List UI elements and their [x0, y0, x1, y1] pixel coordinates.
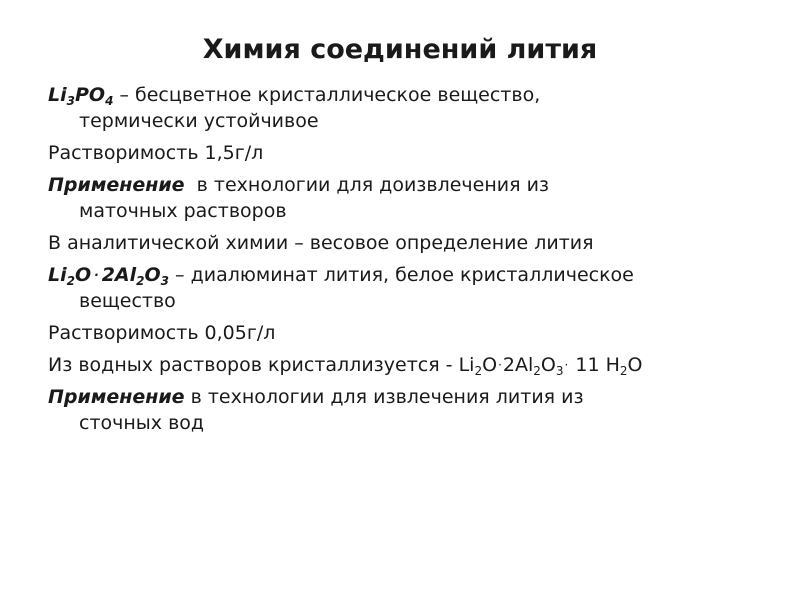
application-2-text-cont: сточных вод: [79, 412, 205, 434]
application-1-text-cont: маточных растворов: [79, 200, 287, 222]
li3po4-description-cont: термически устойчивое: [79, 110, 319, 132]
formula-dot: ·: [564, 358, 569, 372]
slide-title: Химия соединений лития: [202, 34, 598, 65]
formula-part: 2Al: [101, 264, 137, 286]
crystallization-line: [48, 352, 778, 378]
formula-part: Li: [48, 84, 67, 106]
slide-body: [48, 82, 778, 436]
formula-subscript: 2: [66, 274, 75, 288]
formula-part: O: [144, 264, 161, 286]
li3po4-line: [48, 82, 778, 108]
dialuminate-line: [48, 262, 778, 288]
formula-subscript: 3: [555, 364, 564, 378]
formula-part: O: [482, 354, 498, 376]
solubility-1: Растворимость 1,5г/л: [48, 142, 264, 164]
dialuminate-description-cont: вещество: [79, 290, 176, 312]
formula-subscript: 3: [66, 94, 75, 108]
analytical-chemistry-line: В аналитической химии – весовое определение лития: [48, 232, 594, 254]
li3po4-formula: [48, 84, 113, 106]
formula-subscript: 2: [474, 364, 483, 378]
formula-dot: ·: [94, 268, 99, 282]
application-1-line: [48, 172, 778, 198]
formula-part: O: [74, 264, 92, 286]
application-2-text: в технологии для извлечения лития из: [184, 386, 584, 408]
solubility-2: Растворимость 0,05г/л: [48, 322, 276, 344]
application-2-label: Применение: [48, 386, 185, 408]
formula-subscript: 3: [160, 274, 170, 288]
dialuminate-formula: [48, 264, 169, 286]
formula-part: O: [540, 354, 556, 376]
formula-part: Li: [458, 354, 475, 376]
crystallization-text: Из водных растворов кристаллизуется -: [48, 354, 459, 376]
dialuminate-description: – диалюминат лития, белое кристаллическое: [169, 264, 634, 286]
formula-subscript: 2: [619, 364, 628, 378]
application-2-line: [48, 384, 778, 410]
formula-subscript: 2: [533, 364, 541, 378]
crystallization-formula: [459, 354, 643, 376]
application-1-label: Применение: [48, 174, 185, 196]
formula-dot: ·: [498, 358, 502, 372]
formula-part: PO: [74, 84, 106, 106]
formula-part: Li: [48, 264, 67, 286]
formula-part: 11 H: [569, 354, 620, 376]
application-1-text: в технологии для доизвлечения из: [184, 174, 550, 196]
formula-part: 2Al: [502, 354, 534, 376]
formula-part: O: [627, 354, 643, 376]
li3po4-description: – бесцветное кристаллическое вещество,: [113, 84, 541, 106]
formula-subscript: 2: [136, 274, 145, 288]
formula-subscript: 4: [105, 94, 114, 108]
